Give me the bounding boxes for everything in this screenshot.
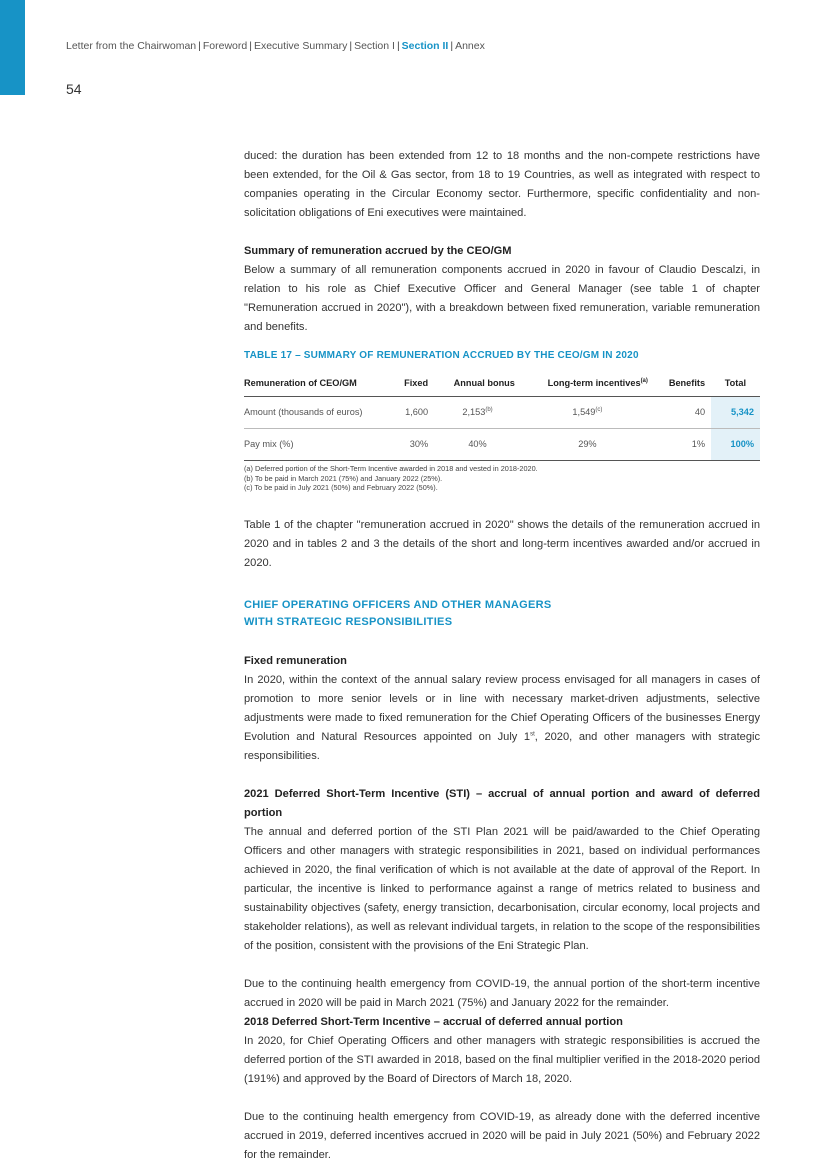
table-note: (b) To be paid in March 2021 (75%) and January 2022 (25%).: [244, 473, 443, 483]
section-title-line-1: CHIEF OPERATING OFFICERS AND OTHER MANAGERS: [244, 598, 552, 611]
summary-heading: Summary of remuneration accrued by the CEO/GM: [244, 245, 512, 257]
breadcrumb-section-2[interactable]: Section II: [401, 40, 449, 52]
table-notes: [244, 464, 760, 493]
breadcrumb-executive-summary[interactable]: Executive Summary: [253, 40, 348, 52]
main-content: [244, 147, 760, 1165]
row-label: Pay mix (%): [244, 429, 391, 461]
header-lti: [521, 369, 654, 397]
row-label: Amount (thousands of euros): [244, 397, 391, 429]
covid-paragraph-2: Due to the continuing health emergency from COVID-19, as already done with the deferred incentive accrued in 2019, deferred incentives accrued in 2020 will be paid in July 2021 (50%) and February 2022 for the remainder.: [244, 1110, 760, 1161]
cell-benefits: 1%: [654, 429, 711, 461]
cell-bonus: 2,153$^{(b)}$: [434, 397, 521, 429]
breadcrumb-foreword[interactable]: Foreword: [202, 40, 248, 52]
intro-paragraph: duced: the duration has been extended from 12 to 18 months and the non-compete restrictions have been extended, for the Oil & Gas sector, from 18 to 19 Countries, as well as integrated with respect to companies operating in the Circular Economy sector. Furthermore, specific confidentiality and non-solicitation obligations of Eni executives were maintained.: [244, 150, 760, 219]
cell-lti: 1,549$^{(c)}$: [521, 397, 654, 429]
cell-bonus: 40%: [434, 429, 521, 461]
summary-paragraph: Below a summary of all remuneration components accrued in 2020 in favour of Claudio Descalzi, in relation to his role as Chief Executive Officer and General Manager (see table 1 of chapter "Remuneration accrued in 2020"), with a breakdown between fixed remuneration, variable remuneration and benefits.: [244, 264, 760, 333]
header-label: Remuneration of CEO/GM: [244, 369, 391, 397]
sti-2018-paragraph: In 2020, for Chief Operating Officers and other managers with strategic responsibilities is accrued the deferred portion of the STI awarded in 2018, based on the final multiplier verified in the 2018-2020 period (191%) and approved by the Board of Directors of March 18, 2020.: [244, 1034, 760, 1085]
cell-lti: 29%: [521, 429, 654, 461]
page-number: 54: [66, 81, 82, 97]
header-lti-text: Long-term incentives: [547, 378, 641, 388]
table-header-row: [244, 369, 760, 397]
section-title: [244, 597, 760, 631]
sti-2021-paragraph: The annual and deferred portion of the STI Plan 2021 will be paid/awarded to the Chief Operating Officers and other managers with strategic responsibilities in 2021, based on individual performances achieved in 2020, the final verification of which is not available at the date of approval of the Report. In particular, the incentive is linked to performance against a range of metrics related to business and sustainability objectives (safety, energy transiction, decarbonisation, circular economy, local projects and stakeholder relations), as well as relevant individual targets, in relation to the scope of the responsibilities of the position, consistent with the provisions of the Eni Strategic Plan.: [244, 825, 760, 952]
covid-paragraph-1: Due to the continuing health emergency from COVID-19, the annual portion of the short-term incentive accrued in 2020 will be paid in March 2021 (75%) and January 2022 for the remainder.: [244, 977, 760, 1009]
cell-fixed: 30%: [391, 429, 434, 461]
table-title: TABLE 17 – SUMMARY OF REMUNERATION ACCRUED BY THE CEO/GM IN 2020: [244, 350, 639, 361]
fixed-remuneration-heading: Fixed remuneration: [244, 654, 347, 667]
table-row: [244, 429, 760, 461]
table-note: (a) Deferred portion of the Short-Term Incentive awarded in 2018 and vested in 2018-2020.: [244, 464, 538, 473]
sti-2021-heading: 2021 Deferred Short-Term Incentive (STI) – accrual of annual portion and award of deferred portion: [244, 787, 760, 819]
after-table-paragraph: Table 1 of the chapter "remuneration accrued in 2020" shows the details of the remuneration accrued in 2020 and in tables 2 and 3 the details of the short and long-term incentives awarded and/or accrued in 2020.: [244, 518, 760, 569]
breadcrumb-letter[interactable]: Letter from the Chairwoman: [66, 40, 197, 52]
cell-benefits: 40: [654, 397, 711, 429]
header-fixed: Fixed: [391, 369, 434, 397]
header-bonus: Annual bonus: [434, 369, 521, 397]
header-lti-note: (a): [640, 377, 648, 384]
header-total: Total: [711, 369, 760, 397]
section-color-tab: [0, 0, 25, 95]
cell-total: 100%: [711, 429, 760, 461]
table-note: (c) To be paid in July 2021 (50%) and February 2022 (50%).: [244, 483, 438, 492]
section-title-line-2: WITH STRATEGIC RESPONSIBILITIES: [244, 615, 453, 628]
breadcrumb: Letter from the Chairwoman | Foreword | Executive Summary | Section I | Section II | Annex: [66, 40, 485, 52]
remuneration-table: [244, 369, 760, 461]
cell-total: 5,342: [711, 397, 760, 429]
sti-2018-heading: 2018 Deferred Short-Term Incentive – accrual of deferred annual portion: [244, 1015, 623, 1028]
breadcrumb-annex[interactable]: Annex: [455, 40, 485, 52]
cell-fixed: 1,600: [391, 397, 434, 429]
fixed-remuneration-paragraph: In 2020, within the context of the annual salary review process envisaged for all managers in cases of promotion to more senior levels or in line with necessary market-driven adjustments, selective adjustments were made to fixed remuneration for the Chief Operating Officers of the businesses Energy Evolution and Natural Resources appointed on July 1st, 2020, and other managers with strategic responsibilities.: [244, 673, 761, 762]
header-benefits: Benefits: [654, 369, 711, 397]
breadcrumb-section-1[interactable]: Section I: [354, 40, 395, 52]
table-row: [244, 397, 760, 429]
